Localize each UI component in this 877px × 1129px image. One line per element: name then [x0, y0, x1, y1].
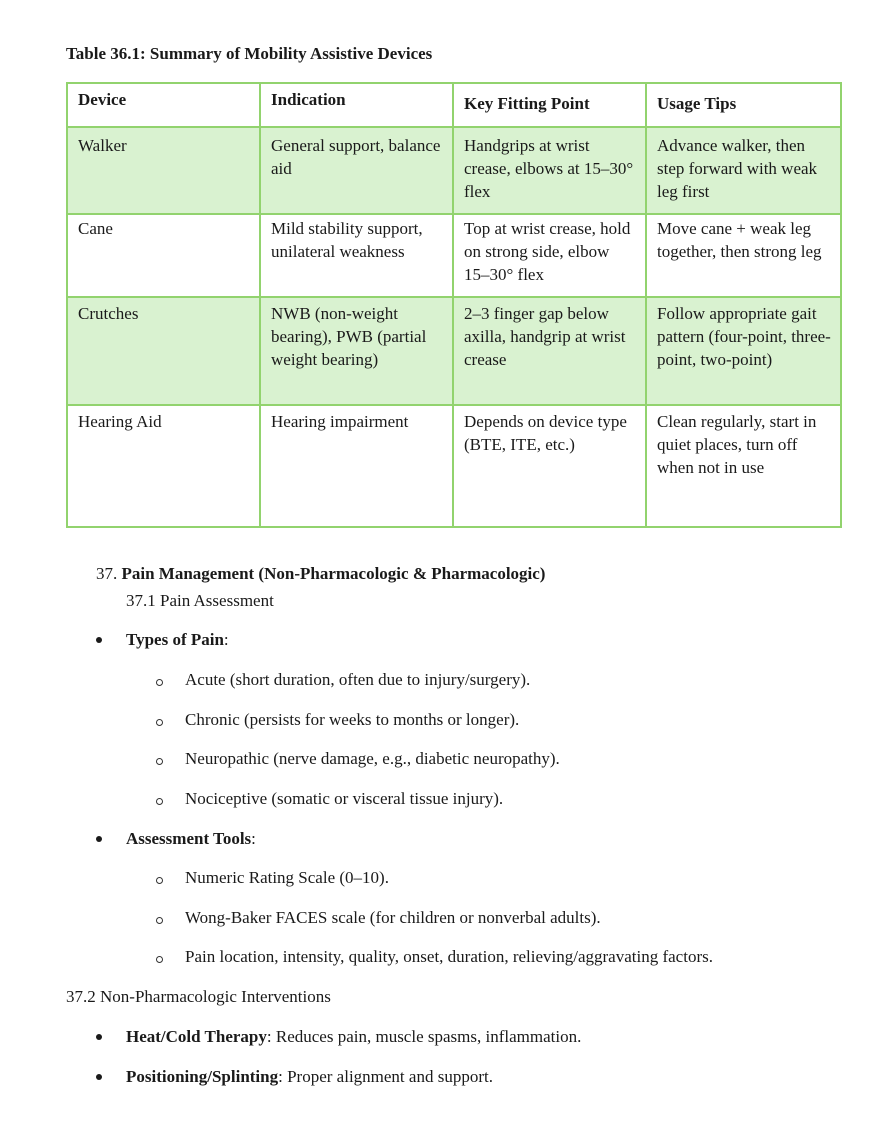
- assistive-devices-table: [66, 82, 842, 528]
- cell-device: Hearing Aid: [67, 405, 260, 527]
- header-key-fitting-point: Key Fitting Point: [453, 83, 646, 127]
- cell-tips: Follow appropriate gait pattern (four-point, three-point, two-point): [646, 297, 841, 405]
- bullet-icon: [96, 1074, 102, 1080]
- cell-fitting: Depends on device type (BTE, ITE, etc.): [453, 405, 646, 527]
- circle-bullet-icon: [156, 798, 163, 805]
- table-row: [67, 214, 841, 297]
- cell-indication: NWB (non-weight bearing), PWB (partial weight bearing): [260, 297, 453, 405]
- bullet-icon: [96, 637, 102, 643]
- cell-fitting: Handgrips at wrist crease, elbows at 15–30° flex: [453, 127, 646, 214]
- list-item: Pain location, intensity, quality, onset, duration, relieving/aggravating factors.: [185, 947, 713, 966]
- circle-bullet-icon: [156, 719, 163, 726]
- table-row: [67, 405, 841, 527]
- list-item: Neuropathic (nerve damage, e.g., diabetic neuropathy).: [185, 749, 560, 768]
- list-item: [126, 1066, 493, 1088]
- subsection-heading: 37.2 Non-Pharmacologic Interventions: [66, 987, 331, 1006]
- cell-tips: Move cane + weak leg together, then strong leg: [646, 214, 841, 297]
- table-row: [67, 127, 841, 214]
- header-indication: Indication: [260, 83, 453, 127]
- cell-indication: General support, balance aid: [260, 127, 453, 214]
- cell-device: Cane: [67, 214, 260, 297]
- table-caption: Table 36.1: Summary of Mobility Assistive Devices: [66, 44, 433, 63]
- list-item: [126, 1026, 581, 1048]
- list-item: Acute (short duration, often due to injury/surgery).: [185, 670, 531, 689]
- subsection-heading: 37.1 Pain Assessment: [126, 591, 274, 610]
- cell-device: Crutches: [67, 297, 260, 405]
- cell-tips: Advance walker, then step forward with weak leg first: [646, 127, 841, 214]
- list-item: [126, 828, 256, 850]
- circle-bullet-icon: [156, 956, 163, 963]
- list-item: Nociceptive (somatic or visceral tissue injury).: [185, 789, 504, 808]
- intervention-text: : Reduces pain, muscle spasms, inflammation.: [266, 1027, 582, 1046]
- cell-device: Walker: [67, 127, 260, 214]
- circle-bullet-icon: [156, 877, 163, 884]
- bullet-icon: [96, 836, 102, 842]
- header-usage-tips: Usage Tips: [646, 83, 841, 127]
- intervention-label: Positioning/Splinting: [126, 1067, 279, 1086]
- table-header-row: [67, 83, 841, 127]
- tools-label: Assessment Tools: [126, 829, 252, 848]
- cell-fitting: 2–3 finger gap below axilla, handgrip at wrist crease: [453, 297, 646, 405]
- cell-indication: Mild stability support, unilateral weakness: [260, 214, 453, 297]
- intervention-label: Heat/Cold Therapy: [126, 1027, 267, 1046]
- section-number: 37.: [96, 564, 118, 583]
- section-title: Pain Management (Non-Pharmacologic & Pharmacologic): [121, 564, 546, 583]
- header-device: Device: [67, 83, 260, 127]
- section-heading: [96, 563, 545, 585]
- colon: :: [251, 829, 256, 848]
- circle-bullet-icon: [156, 917, 163, 924]
- cell-tips: Clean regularly, start in quiet places, turn off when not in use: [646, 405, 841, 527]
- bullet-icon: [96, 1034, 102, 1040]
- cell-indication: Hearing impairment: [260, 405, 453, 527]
- list-item: Numeric Rating Scale (0–10).: [185, 868, 389, 887]
- list-item: Wong-Baker FACES scale (for children or nonverbal adults).: [185, 908, 601, 927]
- colon: :: [223, 630, 229, 649]
- circle-bullet-icon: [156, 679, 163, 686]
- list-item: [126, 629, 229, 651]
- circle-bullet-icon: [156, 758, 163, 765]
- table-row: [67, 297, 841, 405]
- list-item: Chronic (persists for weeks to months or longer).: [185, 710, 520, 729]
- types-label: Types of Pain: [126, 630, 224, 649]
- cell-fitting: Top at wrist crease, hold on strong side, elbow 15–30° flex: [453, 214, 646, 297]
- intervention-text: : Proper alignment and support.: [278, 1067, 493, 1086]
